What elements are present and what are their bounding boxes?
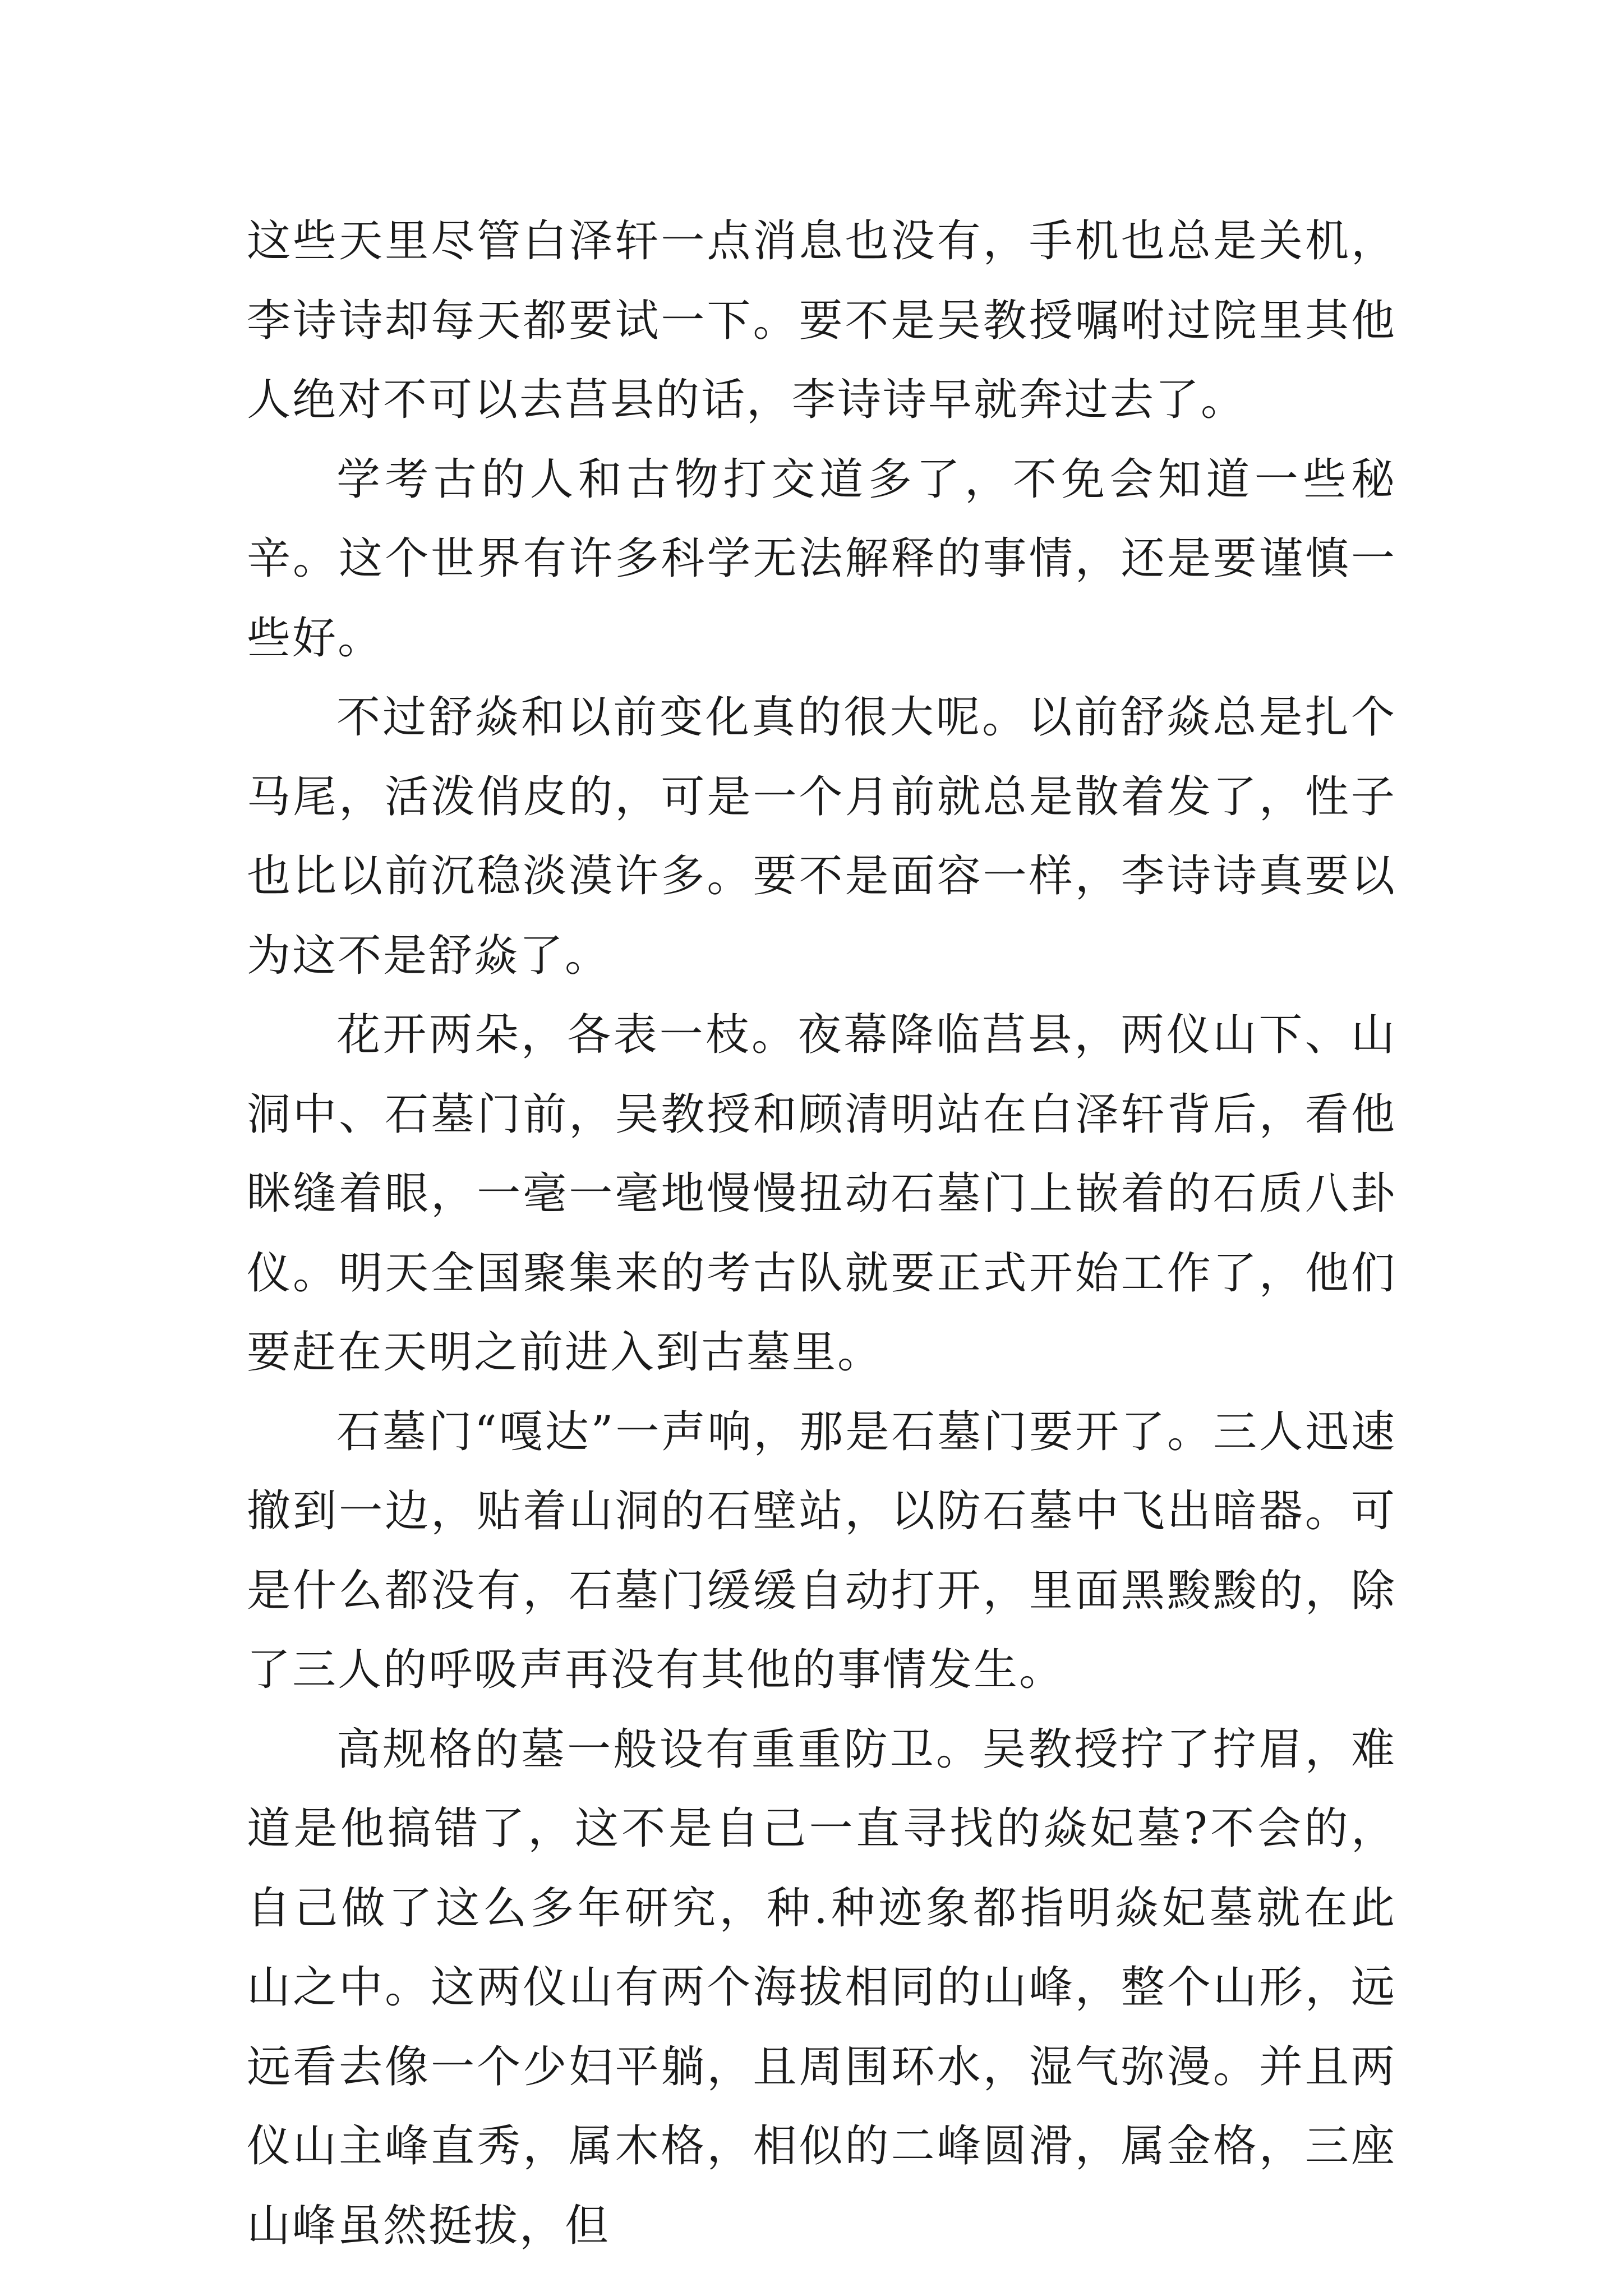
paragraph-1: 这些天里尽管白泽轩一点消息也没有，手机也总是关机，李诗诗却每天都要试一下。要不是吴教授嘱咐过院里其他人绝对不可以去莒县的话，李诗诗早就奔过去了。	[247, 216, 1396, 425]
document-body	[247, 202, 1396, 2266]
paragraph-6: 高规格的墓一般设有重重防卫。吴教授拧了拧眉，难道是他搞错了，这不是自己一直寻找的焱妃墓?不会的，自己做了这么多年研究，种.种迹象都指明焱妃墓就在此山之中。这两仪山有两个海拔相同的山峰，整个山形，远远看去像一个少妇平躺，且周围环水，湿气弥漫。并且两仪山主峰直秀，属木格，相似的二峰圆滑，属金格，三座山峰虽然挺拔，但	[247, 1724, 1396, 2251]
paragraph-2: 学考古的人和古物打交道多了，不免会知道一些秘辛。这个世界有许多科学无法解释的事情，还是要谨慎一些好。	[247, 454, 1396, 664]
paragraph-4: 花开两朵，各表一枝。夜幕降临莒县，两仪山下、山洞中、石墓门前，吴教授和顾清明站在白泽轩背后，看他眯缝着眼，一毫一毫地慢慢扭动石墓门上嵌着的石质八卦仪。明天全国聚集来的考古队就要正式开始工作了，他们要赶在天明之前进入到古墓里。	[247, 1010, 1396, 1378]
paragraph-3: 不过舒焱和以前变化真的很大呢。以前舒焱总是扎个马尾，活泼俏皮的，可是一个月前就总是散着发了，性子也比以前沉稳淡漠许多。要不是面容一样，李诗诗真要以为这不是舒焱了。	[247, 692, 1396, 981]
paragraph-5: 石墓门“嘎达”一声响，那是石墓门要开了。三人迅速撤到一边，贴着山洞的石壁站，以防石墓中飞出暗器。可是什么都没有，石墓门缓缓自动打开，里面黑黢黢的，除了三人的呼吸声再没有其他的事情发生。	[247, 1406, 1396, 1695]
